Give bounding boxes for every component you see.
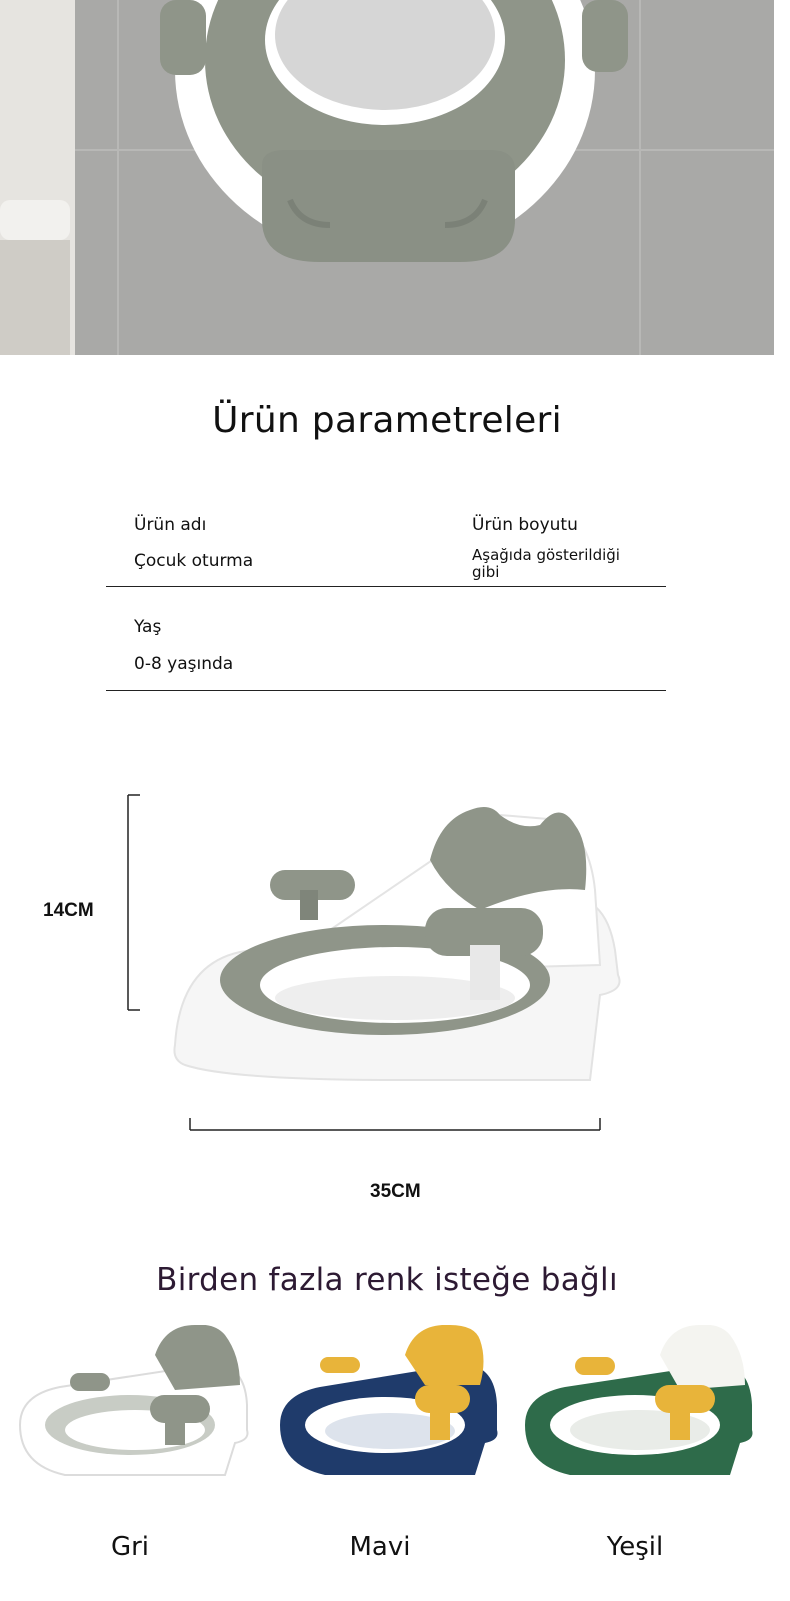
color-option-green-label: Yeşil [606,1532,664,1562]
color-option-gray-label: Gri [110,1532,150,1562]
param-value-product-name: Çocuk oturma [134,551,254,571]
color-option-blue-label: Mavi [349,1532,411,1562]
colors-title: Birden fazla renk isteğe bağlı [156,1262,618,1298]
param-value-age: 0-8 yaşında [134,654,234,674]
color-option-blue-image[interactable] [275,1325,505,1485]
height-dimension-label: 14CM [43,900,94,921]
param-label-product-size: Ürün boyutu [472,515,578,535]
params-divider [106,586,666,587]
hero-product-photo [0,0,774,355]
params-title: Ürün parametreleri [212,400,562,441]
product-dimension-diagram [0,780,774,1160]
color-option-gray-image[interactable] [15,1325,255,1485]
width-dimension-label: 35CM [370,1181,421,1202]
params-divider [106,690,666,691]
param-label-product-name: Ürün adı [134,515,207,535]
param-label-age: Yaş [134,617,162,637]
color-option-green-image[interactable] [520,1325,760,1485]
param-value-product-size: Aşağıda gösterildiği gibi [472,546,620,581]
